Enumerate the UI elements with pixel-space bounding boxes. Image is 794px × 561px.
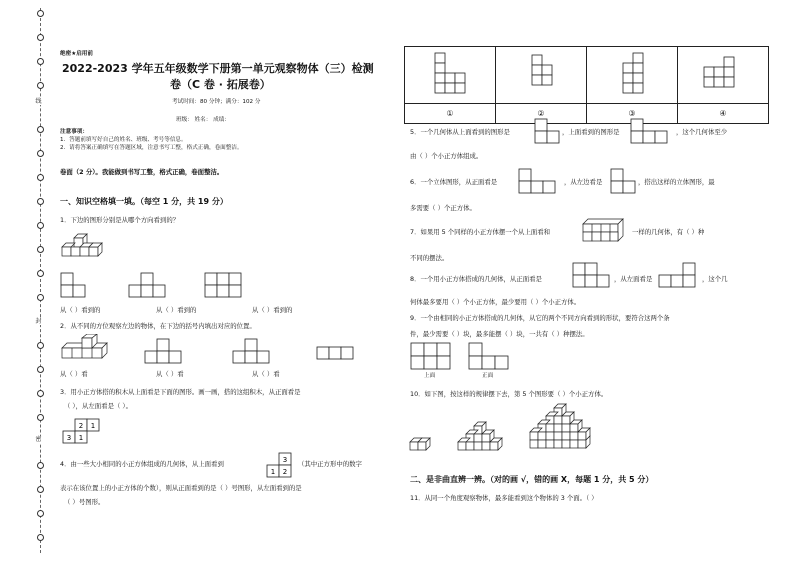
option-figure-3 (587, 47, 678, 104)
q1-answer-2: 从（ ）看到的 (156, 306, 197, 314)
q6-figure-1 (518, 168, 562, 196)
q6-text-b: ，从左边看是 (564, 178, 603, 186)
binding-hole (37, 82, 44, 89)
exam-title-line1: 2022-2023 学年五年级数学下册第一单元观察物体（三）检测 (62, 62, 374, 75)
q8-text-c: ，这个几 (702, 275, 728, 283)
q2-view-1 (144, 338, 184, 366)
q3-stem-line1: 3．用小正方体搭的积木从上面看是下面的图形。画一画，搭的这组积木，从正面看是 (60, 388, 301, 396)
binding-hole (37, 34, 44, 41)
q6-text-d: 多需要（ ）个正方体。 (410, 204, 476, 212)
binding-hole (37, 462, 44, 469)
q10-text: 10．如下图，按这样的规律摆下去，第 5 个图形要（ ）个小正方体。 (410, 390, 608, 398)
q7-text-c: 不同的摆法。 (410, 254, 449, 262)
binding-hole (37, 486, 44, 493)
binding-hole (37, 198, 44, 205)
option-figure-1 (405, 47, 496, 104)
q3-grid-number: 1 (78, 434, 84, 442)
binding-strip (30, 0, 52, 561)
binding-hole (37, 366, 44, 373)
q5-text-c: ，这个几何体至少 (676, 128, 728, 136)
option-figure-4 (678, 47, 769, 104)
q1-answer-1: 从（ ）看到的 (60, 306, 101, 314)
q10-pattern-figures (408, 402, 608, 458)
q4-grid-number: 2 (282, 468, 288, 476)
q1-view-2 (128, 272, 172, 300)
q2-stem: 2．从不同的方位观察左边的物体，在下边的括号内填出对应的位置。 (60, 322, 256, 330)
binding-hole (37, 150, 44, 157)
q2-view-2 (232, 338, 272, 366)
option-label-3: ③ (587, 104, 678, 124)
q4-stem-b: （其中正方形中的数字 (298, 460, 362, 468)
q3-grid-number: 3 (66, 434, 72, 442)
binding-hole (37, 126, 44, 133)
q3-grid-number: 2 (78, 422, 84, 430)
q6-text-a: 6．一个立体图形，从正面看是 (410, 178, 498, 186)
q3-top-view-grid (62, 418, 102, 446)
q9-top-view (410, 342, 454, 370)
binding-line (40, 8, 41, 553)
q2-answer-1: 从（ ）看 (60, 370, 88, 378)
q8-text-a: 8．一个用小正方体搭成的几何体，从正面看是 (410, 275, 542, 283)
q3-grid-number: 1 (90, 422, 96, 430)
q4-grid-number: 1 (270, 468, 276, 476)
q2-view-3 (316, 346, 356, 366)
binding-hole (37, 10, 44, 17)
binding-hole (37, 58, 44, 65)
option-figure-2 (496, 47, 587, 104)
binding-hole (37, 174, 44, 181)
binding-hole (37, 534, 44, 541)
binding-hole (37, 510, 44, 517)
q10-figure-3 (530, 404, 590, 448)
notes-item: 2．请将答案正确填写在答题区域，注意书写工整，格式正确，卷面整洁。 (60, 145, 243, 151)
q6-figure-2 (610, 168, 638, 196)
option-label-4: ④ (678, 104, 769, 124)
binding-label: 密 (35, 436, 42, 443)
q9-front-view (468, 342, 512, 370)
q6-text-c: ，搭出这样的立体图形，最 (638, 178, 715, 186)
binding-hole (37, 342, 44, 349)
secret-mark: 绝密★启用前 (60, 51, 93, 57)
q8-figure-1 (572, 262, 614, 290)
exam-title-line2: 卷（C 卷 · 拓展卷） (170, 78, 271, 91)
q3-stem-line2: （ ），从左面看是（ ）。 (64, 402, 132, 410)
q2-answer-2: 从（ ）看 (156, 370, 184, 378)
option-label-1: ① (405, 104, 496, 124)
q9-text-a: 9．一个由相同的小正方体搭成的几何体，从它的两个不同方向看到的形状，要符合这两个条 (410, 314, 670, 322)
option-label-2: ② (496, 104, 587, 124)
q5-figure-2 (630, 118, 672, 146)
q7-solid-figure (580, 216, 632, 244)
binding-hole (37, 390, 44, 397)
q5-text-b: ，上面看到的图形是 (562, 128, 620, 136)
q1-view-1 (60, 272, 90, 300)
q4-options-table (404, 46, 769, 124)
binding-hole (37, 414, 44, 421)
notes-title: 注意事项： (60, 129, 88, 135)
q2-answer-3: 从（ ）看 (252, 370, 280, 378)
binding-hole (37, 246, 44, 253)
binding-hole (37, 222, 44, 229)
q1-solid-figure (60, 228, 110, 264)
q7-text-a: 7．如果用 5 个同样的小正方体摆一个从上面看和 (410, 228, 551, 236)
q9-text-b: 件，最少需要（ ）块，最多能摆（ ）块，一共有（ ）种摆法。 (410, 330, 589, 338)
section2-title: 二、是非曲直辨一辨。（对的画 √，错的画 X，每题 1 分，共 5 分） (410, 475, 654, 484)
neatness-statement: 卷面（2 分）。我能做到书写工整，格式正确，卷面整洁。 (60, 168, 224, 176)
q4-grid-number: 3 (282, 456, 288, 464)
binding-label: 线 (35, 98, 42, 105)
q8-figure-2 (658, 262, 700, 290)
q1-stem: 1．下边的图形分别是从哪个方向看到的？ (60, 216, 180, 224)
q7-text-b: 一样的几何体，有（ ）种 (632, 228, 705, 236)
q4-stem-d: （ ）号图形。 (64, 498, 105, 506)
binding-hole (37, 294, 44, 301)
q10-figure-1 (410, 438, 430, 450)
notes-item: 1．答题前填写好自己的姓名、班级、考号等信息。 (60, 137, 187, 143)
q1-view-3 (204, 272, 248, 300)
q4-stem-c: 表示在该位置上的小正方体的个数），则从正面看到的是（ ）号图形，从左面看到的是 (60, 484, 302, 492)
q10-figure-2 (458, 422, 502, 450)
binding-hole (37, 270, 44, 277)
q4-top-view-grid (266, 452, 294, 478)
q9-label-front: 正面 (482, 373, 494, 379)
exam-info: 考试时间：80 分钟；满分：102 分 (172, 99, 261, 105)
q1-answer-3: 从（ ）看到的 (252, 306, 293, 314)
binding-label: 封 (35, 318, 42, 325)
q5-text-d: 由（ ）个小正方体组成。 (410, 152, 483, 160)
q11-text: 11．从同一个角度观察物体，最多能看到这个物体的 3 个面。（ ） (410, 494, 598, 502)
q8-text-d: 何体最多要用（ ）个小正方体，最少要用（ ）个小正方体。 (410, 298, 581, 306)
q4-stem-a: 4．由一些大小相同的小正方体组成的几何体，从上面看到 (60, 460, 224, 468)
q8-text-b: ，从左面看是 (614, 275, 653, 283)
q2-solid-figure (60, 334, 122, 366)
q5-text-a: 5．一个几何体从上面看到的图形是 (410, 128, 510, 136)
section1-title: 一、知识空格填一填。（每空 1 分，共 19 分） (60, 197, 228, 206)
q9-label-top: 上面 (424, 373, 436, 379)
student-info: 班级： 姓名： 成绩： (176, 117, 230, 123)
q5-figure-1 (534, 118, 562, 146)
